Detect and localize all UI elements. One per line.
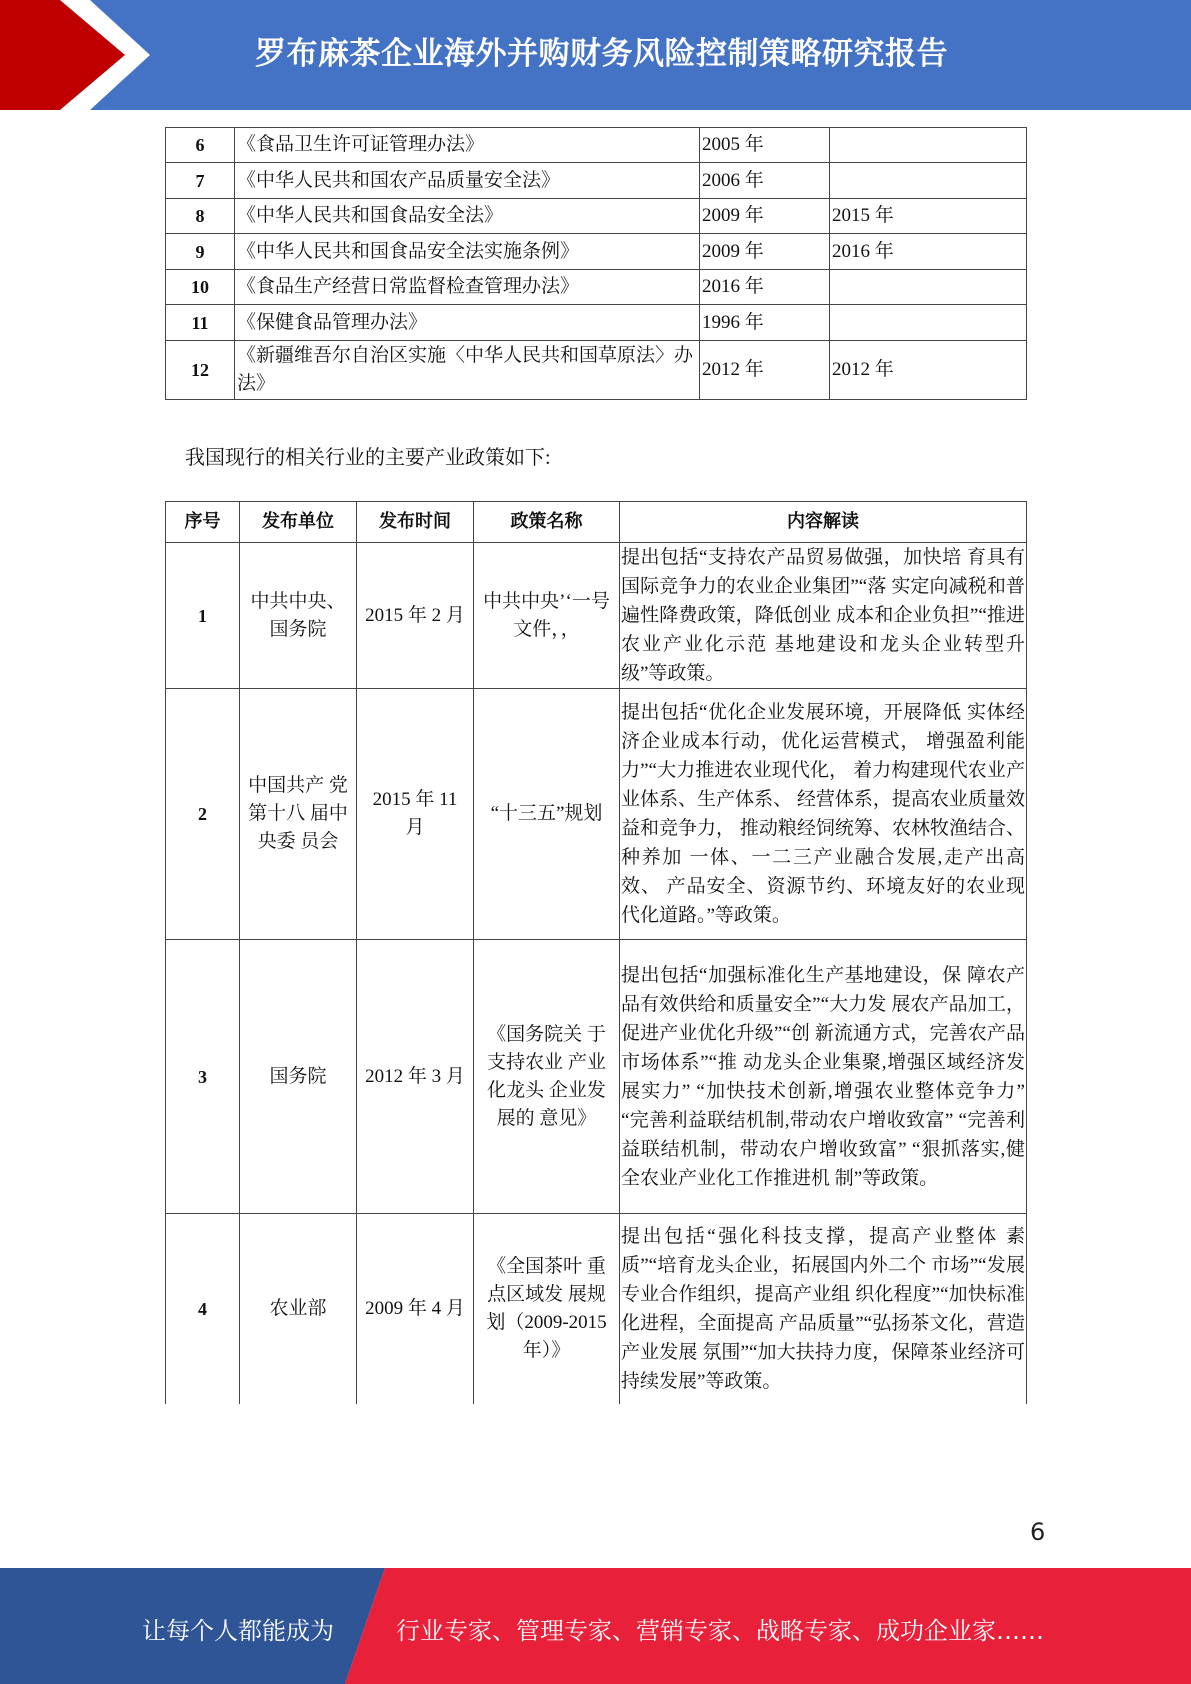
table-row — [166, 234, 1027, 270]
row-number: 6 — [166, 128, 235, 163]
issued-year: 2012 年 — [700, 341, 830, 400]
revised-year — [830, 305, 1027, 341]
table-row — [166, 689, 1027, 940]
row-number: 12 — [166, 341, 235, 400]
intro-paragraph: 我国现行的相关行业的主要产业政策如下: — [185, 447, 551, 469]
content-cell: 提出包括“支持农产品贸易做强，加快培 育具有国际竞争力的农业企业集团”“落 实定向减税和普遍性降费政策，降低创业 成本和企业负担”“推进农业产业化示范 基地建设和龙头企业转型升级”等政策。 — [620, 543, 1027, 689]
col-header-date: 发布时间 — [357, 502, 474, 543]
table-header-row — [166, 502, 1027, 543]
policy-table — [165, 501, 1027, 1404]
col-header-issuer: 发布单位 — [240, 502, 357, 543]
col-header-policy: 政策名称 — [474, 502, 620, 543]
issuer-cell: 国务院 — [240, 940, 357, 1214]
issued-year: 2009 年 — [700, 199, 830, 234]
revised-year: 2015 年 — [830, 199, 1027, 234]
row-number: 1 — [166, 543, 240, 689]
table-row — [166, 543, 1027, 689]
row-number: 9 — [166, 234, 235, 270]
col-header-no: 序号 — [166, 502, 240, 543]
table-row — [166, 128, 1027, 163]
date-cell: 2012 年 3 月 — [357, 940, 474, 1214]
law-name: 《中华人民共和国农产品质量安全法》 — [235, 163, 700, 199]
issued-year: 2006 年 — [700, 163, 830, 199]
law-name: 《中华人民共和国食品安全法实施条例》 — [235, 234, 700, 270]
policy-name-cell: 中共中央’‘一号文件，， — [474, 543, 620, 689]
row-number: 8 — [166, 199, 235, 234]
date-cell: 2015 年 11 月 — [357, 689, 474, 940]
page-footer — [0, 1568, 1191, 1684]
content-cell: 提出包括“加强标准化生产基地建设，保 障农产品有效供给和质量安全”“大力发 展农产品加工，促进产业优化升级”“创 新流通方式，完善农产品市场体系”“推 动龙头企业集聚,增强区域经济发展实力” “加快技术创新,增强农业整体竞争力” “完善利益联结机制,带动农户增收致富” “完善利益联结机制，带动农户增收致富” “狠抓落实,健全农业产业化工作推进机 制”等政策。 — [620, 940, 1027, 1214]
revised-year — [830, 163, 1027, 199]
report-title: 罗布麻茶企业海外并购财务风险控制策略研究报告 — [255, 36, 948, 72]
table-row — [166, 163, 1027, 199]
policy-name-cell: “十三五”规划 — [474, 689, 620, 940]
policy-name-cell: 《全国茶叶 重点区域发 展规划（2009-2015 年）》 — [474, 1214, 620, 1404]
page-header — [0, 0, 1191, 110]
table-row — [166, 199, 1027, 234]
footer-slogan-left: 让每个人都能成为 — [142, 1617, 334, 1645]
row-number: 11 — [166, 305, 235, 341]
row-number: 3 — [166, 940, 240, 1214]
revised-year: 2012 年 — [830, 341, 1027, 400]
issued-year: 2016 年 — [700, 270, 830, 305]
issuer-cell: 农业部 — [240, 1214, 357, 1404]
table-row — [166, 940, 1027, 1214]
policy-name-cell: 《国务院关 于支持农业 产业化龙头 企业发展的 意见》 — [474, 940, 620, 1214]
law-name: 《新疆维吾尔自治区实施〈中华人民共和国草原法〉办法》 — [235, 341, 700, 400]
law-name: 《中华人民共和国食品安全法》 — [235, 199, 700, 234]
law-name: 《食品生产经营日常监督检查管理办法》 — [235, 270, 700, 305]
law-name: 《食品卫生许可证管理办法》 — [235, 128, 700, 163]
table-row — [166, 270, 1027, 305]
date-cell: 2015 年 2 月 — [357, 543, 474, 689]
col-header-content: 内容解读 — [620, 502, 1027, 543]
revised-year — [830, 270, 1027, 305]
footer-slogan-right: 行业专家、管理专家、营销专家、战略专家、成功企业家…… — [396, 1617, 1044, 1645]
header-arrow-graphic — [0, 0, 260, 110]
revised-year — [830, 128, 1027, 163]
issued-year: 1996 年 — [700, 305, 830, 341]
laws-table — [165, 127, 1027, 400]
revised-year: 2016 年 — [830, 234, 1027, 270]
law-name: 《保健食品管理办法》 — [235, 305, 700, 341]
row-number: 10 — [166, 270, 235, 305]
row-number: 7 — [166, 163, 235, 199]
page-number: 6 — [1030, 1518, 1046, 1546]
content-cell: 提出包括“强化科技支撑，提高产业整体 素质”“培育龙头企业，拓展国内外二个 市场”“发展专业合作组织，提高产业组 织化程度”“加快标准化进程，全面提高 产品质量”“弘扬茶文化，营造产业发展 氛围”“加大扶持力度，保障茶业经济可 持续发展”等政策。 — [620, 1214, 1027, 1404]
content-cell: 提出包括“优化企业发展环境，开展降低 实体经济企业成本行动，优化运营模式， 增强盈利能力”“大力推进农业现代化， 着力构建现代农业产业体系、生产体系、 经营体系，提高农业质量效益和竞争力， 推动粮经饲统筹、农林牧渔结合、种养加 一体、一二三产业融合发展,走产出高效、 产品安全、资源节约、环境友好的农业现 代化道路。”等政策。 — [620, 689, 1027, 940]
date-cell: 2009 年 4 月 — [357, 1214, 474, 1404]
issued-year: 2009 年 — [700, 234, 830, 270]
table-row — [166, 305, 1027, 341]
issuer-cell: 中共中央、国务院 — [240, 543, 357, 689]
row-number: 4 — [166, 1214, 240, 1404]
row-number: 2 — [166, 689, 240, 940]
issuer-cell: 中国共产 党第十八 届中央委 员会 — [240, 689, 357, 940]
table-row — [166, 341, 1027, 400]
table-row — [166, 1214, 1027, 1404]
issued-year: 2005 年 — [700, 128, 830, 163]
